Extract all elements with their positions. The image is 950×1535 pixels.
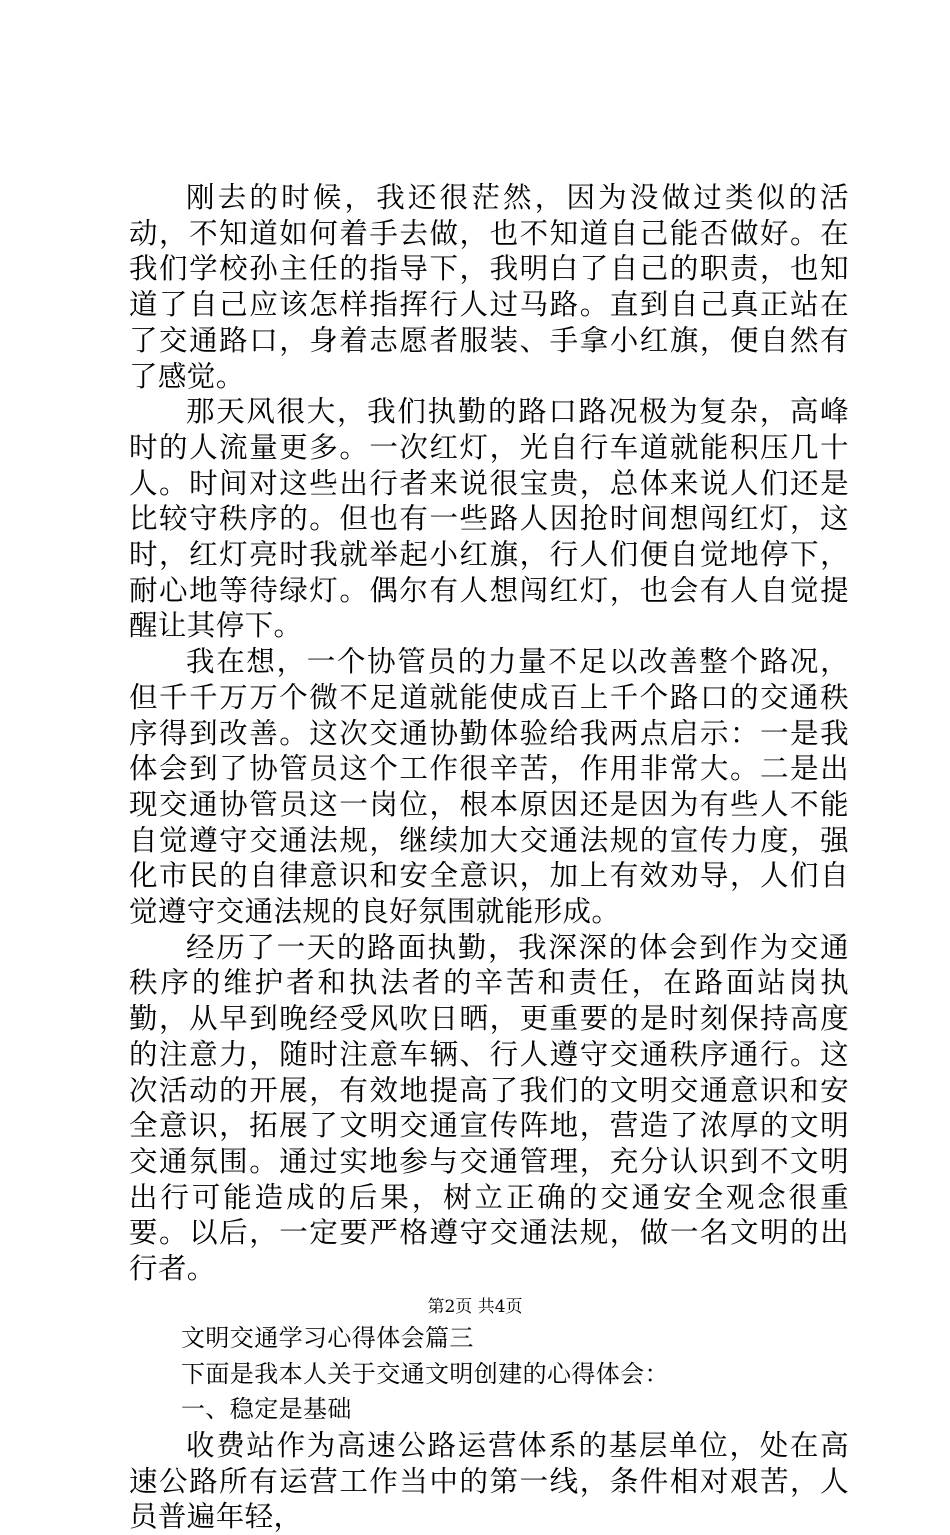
paragraph-5: 收费站作为高速公路运营体系的基层单位，处在高速公路所有运营工作当中的第一线，条件相对艰苦，人员普遍年轻， <box>129 1428 849 1534</box>
paragraph-3: 我在想，一个协管员的力量不足以改善整个路况，但千千万万个微不足道就能使成百上千个路口的交通秩序得到改善。这次交通协勤体验给我两点启示：一是我体会到了协管员这个工作很辛苦，作用非常大。二是出现交通协管员这一岗位，根本原因还是因为有些人不能自觉遵守交通法规，继续加大交通法规的宣传力度，强化市民的自律意识和安全意识，加上有效劝导，人们自觉遵守交通法规的良好氛围就能形成。 <box>129 645 849 929</box>
subheading: 一、稳定是基础 <box>181 1395 352 1424</box>
paragraph-2: 那天风很大，我们执勤的路口路况极为复杂，高峰时的人流量更多。一次红灯，光自行车道就能积压几十人。时间对这些出行者来说很宝贵，总体来说人们还是比较守秩序的。但也有一些路人因抢时间想闯红灯，这时，红灯亮时我就举起小红旗，行人们便自觉地停下，耐心地等待绿灯。偶尔有人想闯红灯，也会有人自觉提醒让其停下。 <box>129 395 849 643</box>
document-body <box>129 180 849 1535</box>
intro-line: 下面是我本人关于交通文明创建的心得体会： <box>181 1359 669 1388</box>
section-title: 文明交通学习心得体会篇三 <box>181 1323 474 1352</box>
paragraph-4: 经历了一天的路面执勤，我深深的体会到作为交通秩序的维护者和执法者的辛苦和责任，在路面站岗执勤，从早到晚经受风吹日晒，更重要的是时刻保持高度的注意力，随时注意车辆、行人遵守交通秩序通行。这次活动的开展，有效地提高了我们的文明交通意识和安全意识，拓展了文明交通宣传阵地，营造了浓厚的文明交通氛围。通过实地参与交通管理，充分认识到不文明出行可能造成的后果，树立正确的交通安全观念很重要。以后，一定要严格遵守交通法规，做一名文明的出行者。 <box>129 930 849 1286</box>
page-footer: 第2页 共4页 <box>427 1297 523 1317</box>
paragraph-1: 刚去的时候，我还很茫然，因为没做过类似的活动，不知道如何着手去做，也不知道自己能否做好。在我们学校孙主任的指导下，我明白了自己的职责，也知道了自己应该怎样指挥行人过马路。直到自己真正站在了交通路口，身着志愿者服装、手拿小红旗，便自然有了感觉。 <box>129 181 849 393</box>
